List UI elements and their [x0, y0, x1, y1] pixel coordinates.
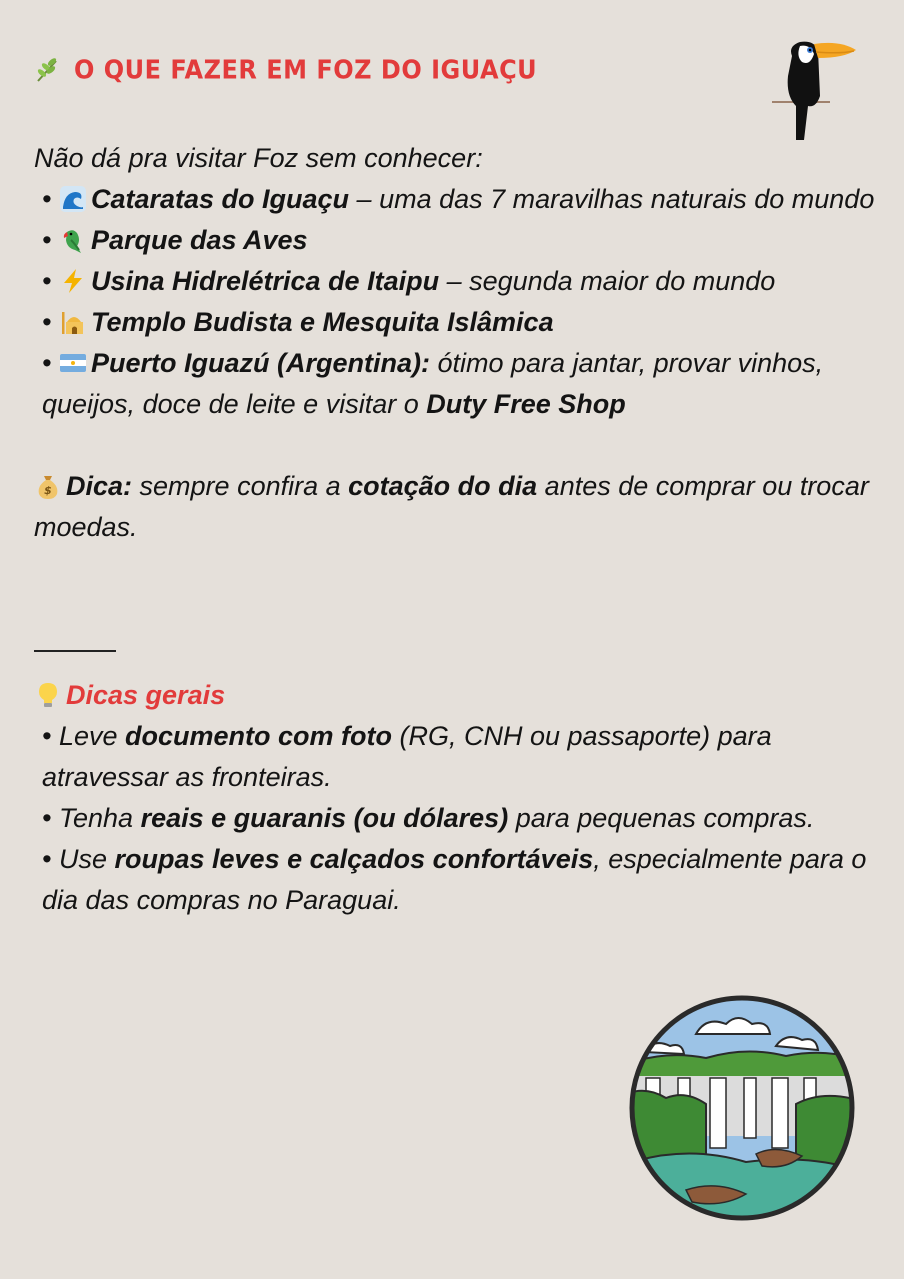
divider — [34, 650, 116, 652]
waterfall-badge-illustration — [626, 994, 858, 1222]
bullet-highlight: roupas leves e calçados confortáveis — [114, 844, 594, 874]
item-name: Puerto Iguazú (Argentina): — [90, 348, 430, 378]
general-bullet — [34, 798, 894, 839]
bullet: • — [42, 721, 52, 751]
general-heading: Dicas gerais — [66, 680, 226, 710]
bullet-text: para pequenas compras. — [508, 803, 815, 833]
tip-highlight: cotação do dia — [348, 471, 538, 501]
lightning-icon — [59, 267, 87, 295]
bullet: • — [42, 225, 52, 255]
item-name: Parque das Aves — [90, 225, 308, 255]
mosque-icon — [59, 308, 87, 336]
tip-label: Dica: — [66, 471, 133, 501]
argentina-flag-icon — [59, 349, 87, 377]
tip-text: sempre confira a — [132, 471, 349, 501]
item-name: Cataratas do Iguaçu — [90, 184, 350, 214]
light-bulb-icon — [34, 681, 62, 709]
list-item-cataratas — [34, 179, 894, 220]
toucan-illustration — [770, 36, 860, 146]
bullet-text: Leve — [58, 721, 126, 751]
item-desc: – segunda maior do mundo — [439, 266, 776, 296]
list-item-itaipu — [34, 261, 894, 302]
intro-text: Não dá pra visitar Foz sem conhecer: — [34, 143, 483, 173]
bullet: • — [42, 307, 52, 337]
list-item-parque — [34, 220, 894, 261]
tip-text-end: antes de comprar ou trocar moedas. — [34, 471, 869, 542]
wave-icon — [59, 185, 87, 213]
main-content — [34, 138, 894, 921]
item-name: Usina Hidrelétrica de Itaipu — [90, 266, 440, 296]
item-highlight: Duty Free Shop — [426, 389, 626, 419]
svg-text:$: $ — [44, 484, 52, 497]
parrot-icon — [59, 226, 87, 254]
general-bullet — [34, 839, 894, 921]
bullet-text: (RG, CNH ou passaporte) para atravessar as fronteiras. — [42, 721, 772, 792]
item-desc: – uma das 7 maravilhas naturais do mundo — [349, 184, 875, 214]
item-name: Templo Budista e Mesquita Islâmica — [90, 307, 554, 337]
herb-icon — [34, 56, 62, 84]
bullet-text: , especialmente para o dia das compras no Paraguai. — [42, 844, 867, 915]
bullet-highlight: reais e guaranis (ou dólares) — [140, 803, 509, 833]
list-item-puerto — [34, 343, 894, 425]
bullet: • — [42, 348, 52, 378]
item-desc: ótimo para jantar, provar vinhos, queijos, doce de leite e visitar o — [42, 348, 824, 419]
bullet-highlight: documento com foto — [125, 721, 393, 751]
bullet-text: Tenha — [58, 803, 141, 833]
title-text: O QUE FAZER EM FOZ DO IGUAÇU — [74, 54, 538, 86]
general-bullet — [34, 716, 894, 798]
bullet: • — [42, 844, 52, 874]
bullet: • — [42, 266, 52, 296]
section-heading — [34, 675, 894, 716]
bullet: • — [42, 184, 52, 214]
tip-paragraph — [34, 466, 894, 548]
page-title — [34, 56, 537, 84]
bullet: • — [42, 803, 52, 833]
money-bag-icon — [34, 472, 62, 500]
list-item-templo — [34, 302, 894, 343]
bullet-text: Use — [58, 844, 115, 874]
